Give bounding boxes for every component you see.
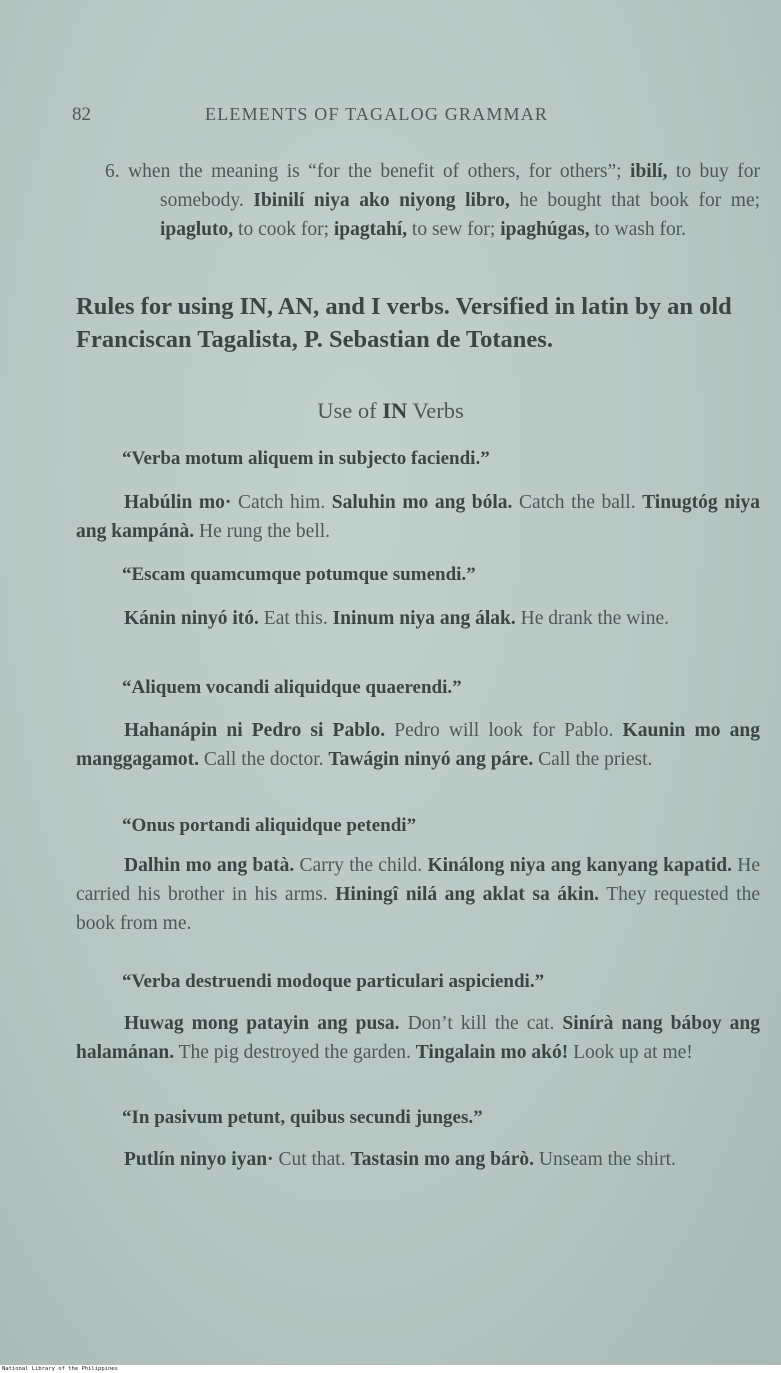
latin-verse-3: “Aliquem vocandi aliquidque quaerendi.” — [122, 677, 462, 698]
latin-verse-4: “Onus portandi aliquidque petendi” — [122, 815, 417, 836]
example-paragraph-3 — [76, 716, 760, 774]
item6-text-3: he bought that book for me; — [519, 190, 761, 211]
item6-tagalog-5: ipaghúgas, — [500, 219, 590, 240]
section-title-pre: Use of — [317, 398, 377, 423]
latin-verse-2: “Escam quamcumque potumque sumendi.” — [122, 564, 476, 585]
tagalog-example: Habúlin mo· — [124, 492, 232, 513]
item6-text-6: to wash for. — [594, 219, 687, 240]
english-translation: Unseam the shirt. — [538, 1149, 676, 1170]
page-header — [0, 104, 781, 134]
english-translation: Carry the child. — [299, 855, 423, 876]
english-translation: Don’t kill the cat. — [407, 1013, 555, 1034]
tagalog-example: Huwag mong patayin ang pusa. — [124, 1013, 400, 1034]
item6-text-5: to sew for; — [411, 219, 496, 240]
english-translation: Call the doctor. — [203, 749, 324, 770]
item6-tagalog-1: ibilí, — [630, 161, 668, 182]
rules-heading: Rules for using IN, AN, and I verbs. Versified in latin by an old Franciscan Tagalista, P. Sebastian de Totanes. — [76, 293, 732, 353]
tagalog-example: Tastasin mo ang bárò. — [350, 1149, 534, 1170]
english-translation: They requested the book from me. — [76, 884, 760, 934]
latin-verse-1: “Verba motum aliquem in subjecto faciendi.” — [122, 448, 490, 469]
item6-text-1: when the meaning is “for the benefit of others, for others”; — [128, 161, 622, 182]
english-translation: The pig destroyed the garden. — [178, 1042, 411, 1063]
item6-tagalog-2: Ibinilí niya ako niyong libro, — [253, 190, 510, 211]
english-translation: Pedro will look for Pablo. — [394, 720, 614, 741]
example-paragraph-5 — [76, 1009, 760, 1067]
library-credit: National Library of the Philippines — [2, 1366, 118, 1372]
item6-text-4: to cook for; — [238, 219, 330, 240]
tagalog-example: Hiningî nilá ang aklat sa ákin. — [335, 884, 600, 905]
item6-tagalog-3: ipagluto, — [160, 219, 234, 240]
tagalog-example: Putlín ninyo iyan· — [124, 1149, 274, 1170]
item6-text-2: to buy for somebody. — [160, 161, 761, 211]
tagalog-example: Kaunin mo ang manggagamot. — [76, 720, 761, 770]
english-translation: Catch him. — [237, 492, 326, 513]
english-translation: Cut that. — [278, 1149, 346, 1170]
english-translation: Catch the ball. — [519, 492, 636, 513]
english-translation: He rung the bell. — [199, 521, 331, 542]
latin-verse-6: “In pasivum petunt, quibus secundi junges.” — [122, 1107, 483, 1128]
english-translation: Call the priest. — [538, 749, 653, 770]
tagalog-example: Ininum niya ang álak. — [332, 608, 516, 629]
tagalog-example: Dalhin mo ang batà. — [124, 855, 295, 876]
section-title-post: Verbs — [412, 398, 464, 423]
running-head: ELEMENTS OF TAGALOG GRAMMAR — [205, 104, 549, 124]
item6-tagalog-4: ipagtahí, — [333, 219, 408, 240]
example-paragraph-2 — [76, 604, 760, 633]
tagalog-example: Kánin ninyó itó. — [124, 608, 259, 629]
example-paragraph-6 — [76, 1145, 760, 1174]
tagalog-example: Sinírà nang báboy ang halamánan. — [76, 1013, 760, 1063]
english-translation: He carried his brother in his arms. — [76, 855, 760, 905]
english-translation: Eat this. — [263, 608, 328, 629]
list-item-6 — [76, 157, 760, 244]
section-title-bold: IN — [382, 398, 408, 423]
tagalog-example: Tinugtóg niya ang kampánà. — [76, 492, 760, 542]
tagalog-example: Kinálong niya ang kanyang kapatid. — [427, 855, 732, 876]
page-number: 82 — [72, 104, 91, 125]
tagalog-example: Tingalain mo akó! — [415, 1042, 569, 1063]
example-paragraph-1 — [76, 488, 760, 546]
latin-verse-5: “Verba destruendi modoque particulari aspiciendi.” — [122, 971, 545, 992]
item-number: 6. — [105, 161, 120, 182]
section-title — [0, 398, 781, 424]
english-translation: He drank the wine. — [520, 608, 669, 629]
example-paragraph-4 — [76, 851, 760, 938]
english-translation: Look up at me! — [573, 1042, 693, 1063]
tagalog-example: Hahanápin ni Pedro si Pablo. — [124, 720, 386, 741]
tagalog-example: Tawágin ninyó ang páre. — [328, 749, 534, 770]
tagalog-example: Saluhin mo ang bóla. — [331, 492, 513, 513]
